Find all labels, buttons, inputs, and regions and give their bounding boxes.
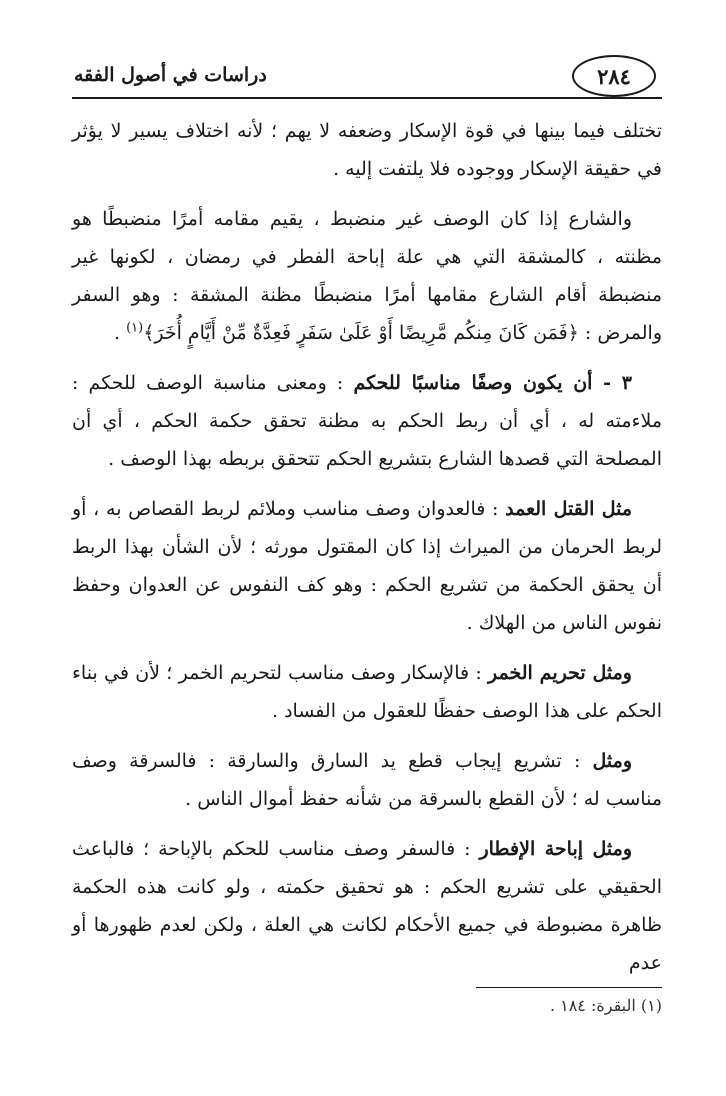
paragraph-4 xyxy=(72,490,662,642)
section-heading-3: ٣ - أن يكون وصفًا مناسبًا للحكم xyxy=(353,372,632,394)
paragraph-1: تختلف فيما بينها في قوة الإسكار وضعفه لا يهم ؛ لأنه اختلاف يسير لا يؤثر في حقيقة الإسكار ووجوده فلا يلتفت إليه . xyxy=(72,120,662,180)
paragraph-3-text: : ومعنى مناسبة الوصف للحكم : ملاءمته له ، أي أن ربط الحكم به مظنة تحقق حكمة الحكم ، أي أن المصلحة التي قصدها الشارع بتشريع الحكم تتحقق بربطه بهذا الوصف . xyxy=(72,372,662,470)
paragraph-2-text: والشارع إذا كان الوصف غير منضبط ، يقيم مقامه أمرًا منضبطًا هو مظنته ، كالمشقة التي هي علة إباحة الفطر في رمضان ، لكونها غير منضبطة أقام الشارع مقامها أمرًا منضبطًا مظنة المشقة : وهو السفر والمرض : xyxy=(72,208,662,344)
page-number xyxy=(572,55,656,97)
quran-verse: ﴿فَمَن كَانَ مِنكُم مَّرِيضًا أَوْ عَلَىٰ سَفَرٍ فَعِدَّةٌ مِّنْ أَيَّامٍ أُخَرَ﴾ xyxy=(143,322,579,344)
paragraph-6-text: : تشريع إيجاب قطع يد السارق والسارقة : فالسرقة وصف مناسب له ؛ لأن القطع بالسرقة من شأنه حفظ أموال الناس . xyxy=(72,750,662,810)
footnote-1: (١) البقرة: ١٨٤ . xyxy=(549,996,662,1015)
paragraph-7-text: : فالسفر وصف مناسب للحكم بالإباحة ؛ فالباعث الحقيقي على تشريع الحكم : هو تحقيق حكمته ، ولو كانت هذه الحكمة ظاهرة مضبوطة في جميع الأحكام لكانت هي العلة ، ولكن لعدم ظهورها أو عدم xyxy=(72,838,662,974)
paragraph-7 xyxy=(72,830,662,982)
example-heading-wine: ومثل تحريم الخمر xyxy=(488,662,632,684)
example-heading-fasting: ومثل إباحة الإفطار xyxy=(479,838,632,860)
paragraph-2 xyxy=(72,200,662,352)
paragraph-2-end: . xyxy=(113,322,127,344)
example-heading-theft: ومثل xyxy=(592,750,632,772)
example-heading-murder: مثل القتل العمد xyxy=(505,498,632,520)
book-title: دراسات في أصول الفقه xyxy=(74,64,267,86)
header-divider xyxy=(72,97,662,99)
page-header xyxy=(72,52,662,106)
paragraph-6 xyxy=(72,742,662,818)
paragraph-4-text: : فالعدوان وصف مناسب وملائم لربط القصاص به ، أو لربط الحرمان من الميراث إذا كان المقتول مورثه ؛ لأن الشأن بهذا الربط أن يحقق الحكمة من تشريع الحكم : وهو كف النفوس عن العدوان وحفظ نفوس الناس من الهلاك . xyxy=(72,498,662,634)
paragraph-5 xyxy=(72,654,662,730)
main-text xyxy=(72,112,662,994)
page-number-text: ٢٨٤ xyxy=(597,63,631,89)
footnote-ref-1[interactable]: (١) xyxy=(126,320,144,336)
paragraph-3 xyxy=(72,364,662,478)
footnote-divider xyxy=(476,987,662,988)
paragraph-5-text: : فالإسكار وصف مناسب لتحريم الخمر ؛ لأن في بناء الحكم على هذا الوصف حفظًا للعقول من الفساد . xyxy=(72,662,662,722)
